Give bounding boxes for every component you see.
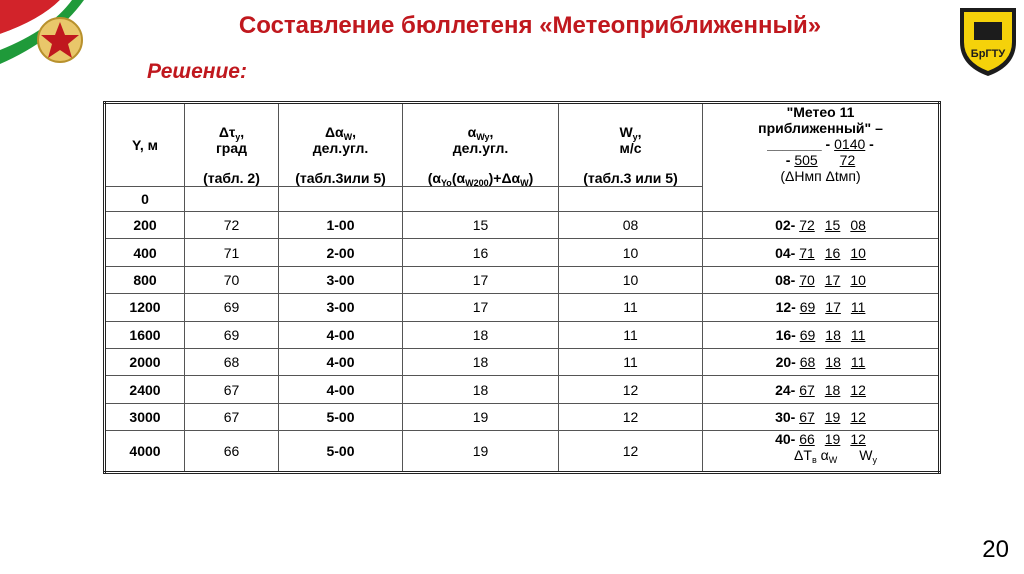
table-row: 800 70 3-00 17 10 08- 70 17 10 [105, 266, 940, 293]
table-row: 0 [105, 187, 940, 212]
header-alpha-wy: $\alpha_{Wy}$, дел.угл. $(\alpha_{Yo}(\alpha_{W200})+\Delta\alpha_W)$ [403, 103, 559, 187]
table-row: 1600 69 4-00 18 11 16- 69 18 11 [105, 321, 940, 348]
emblem-label: БрГТУ [970, 48, 1006, 60]
flag-star-logo [0, 0, 110, 70]
slide-title: Составление бюллетеня «Метеоприближенный» [238, 12, 822, 39]
table-header-row [105, 103, 940, 187]
page-number: 20 [982, 536, 1009, 563]
table-row: 4000 66 5-00 19 12 40- 66 19 12 $\Delta Т_в$ $\alpha_W$ $W_y$ [105, 431, 940, 473]
slide-subtitle: Решение: [147, 60, 247, 83]
table-row: 2000 68 4-00 18 11 20- 68 18 11 [105, 348, 940, 375]
header-delta-alpha: $\Delta\alpha_W$, дел.угл. (табл.3или 5) [279, 103, 403, 187]
university-emblem [956, 2, 1020, 78]
table-row: 200 72 1-00 15 08 02- 72 15 08 [105, 212, 940, 239]
header-wind-speed: $W_y$, м/с (табл.3 или 5) [559, 103, 703, 187]
table-row: 3000 67 5-00 19 12 30- 67 19 12 [105, 403, 940, 430]
table-row: 1200 69 3-00 17 11 12- 69 17 11 [105, 294, 940, 321]
table-row: 2400 67 4-00 18 12 24- 67 18 12 [105, 376, 940, 403]
meteo-bulletin-table [103, 101, 941, 474]
header-bulletin: "Метео 11 приближенный" – _______ - 0140 - - 505 72 (ΔНмп Δtмп) [703, 103, 940, 212]
table-row: 400 71 2-00 16 10 04- 71 16 10 [105, 239, 940, 266]
header-delta-tau: $\Delta\tau_y$, град (табл. 2) [185, 103, 279, 187]
bulletin-legend: $\Delta Т_в$ $\alpha_W$ $W_y$ [794, 447, 877, 466]
header-height: Y, м [105, 103, 185, 187]
